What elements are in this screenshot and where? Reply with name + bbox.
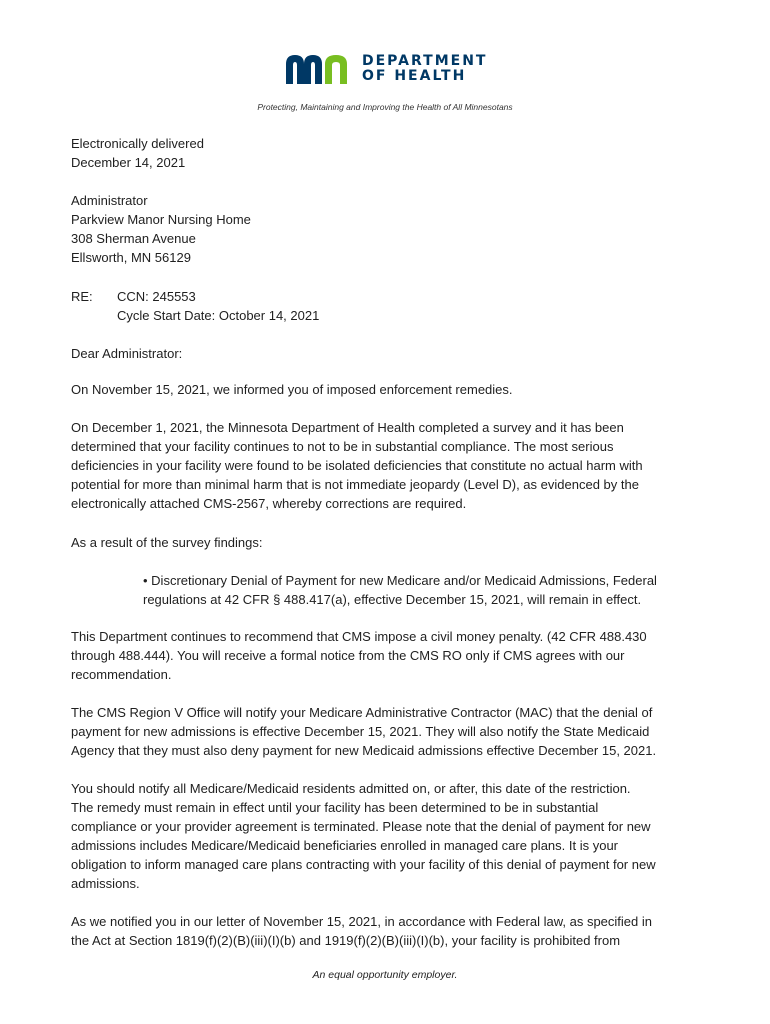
re-label: RE:	[71, 289, 93, 304]
body-line: admissions.	[71, 876, 140, 891]
tagline: Protecting, Maintaining and Improving the Health of All Minnesotans	[257, 102, 513, 112]
recipient-street: 308 Sherman Avenue	[71, 231, 196, 246]
body-line: recommendation.	[71, 667, 172, 682]
mn-logo-icon	[284, 52, 354, 86]
body-line: You should notify all Medicare/Medicaid residents admitted on, or after, this date of the restriction.	[71, 781, 631, 796]
body-line: The CMS Region V Office will notify your Medicare Administrative Contractor (MAC) that the denial of	[71, 705, 653, 720]
bullet-item: • Discretionary Denial of Payment for new Medicare and/or Medicaid Admissions, Federal	[143, 573, 657, 588]
letter-date: December 14, 2021	[71, 155, 186, 170]
body-line: obligation to inform managed care plans contracting with your facility of this denial of payment for new	[71, 857, 656, 872]
body-line: potential for more than minimal harm that is not immediate jeopardy (Level D), as evidenced by the	[71, 477, 639, 492]
body-line: The remedy must remain in effect until your facility has been determined to be in substantial	[71, 800, 599, 815]
body-line: On December 1, 2021, the Minnesota Department of Health completed a survey and it has been	[71, 420, 624, 435]
logo-line-1: DEPARTMENT	[362, 53, 488, 69]
body-line: payment for new admissions is effective December 15, 2021. They will also notify the State Medicaid	[71, 724, 650, 739]
bullet-item-cont: regulations at 42 CFR § 488.417(a), effective December 15, 2021, will remain in effect.	[143, 592, 642, 607]
body-line: the Act at Section 1819(f)(2)(B)(iii)(I)(b) and 1919(f)(2)(B)(iii)(I)(b), your facility is prohibited from	[71, 933, 621, 948]
body-line: As a result of the survey findings:	[71, 535, 263, 550]
salutation: Dear Administrator:	[71, 346, 183, 361]
recipient-facility: Parkview Manor Nursing Home	[71, 212, 251, 227]
logo-line-2: OF HEALTH	[362, 68, 467, 84]
recipient-city: Ellsworth, MN 56129	[71, 250, 191, 265]
mdh-logo	[284, 52, 490, 88]
body-line: This Department continues to recommend that CMS impose a civil money penalty. (42 CFR 488.430	[71, 629, 647, 644]
body-line: electronically attached CMS-2567, whereby corrections are required.	[71, 496, 467, 511]
body-line: As we notified you in our letter of November 15, 2021, in accordance with Federal law, as specified in	[71, 914, 652, 929]
body-line: deficiencies in your facility were found to be isolated deficiencies that constitute no actual harm with	[71, 458, 643, 473]
body-line: Agency that they must also deny payment for new Medicaid admissions effective December 15, 2021.	[71, 743, 657, 758]
body-line: determined that your facility continues to not to be in substantial compliance. The most serious	[71, 439, 614, 454]
recipient-title: Administrator	[71, 193, 148, 208]
body-line: On November 15, 2021, we informed you of imposed enforcement remedies.	[71, 382, 513, 397]
delivery-method: Electronically delivered	[71, 136, 204, 151]
re-cycle-date: Cycle Start Date: October 14, 2021	[117, 308, 320, 323]
body-line: admissions includes Medicare/Medicaid beneficiaries enrolled in managed care plans. It is your	[71, 838, 619, 853]
footer-note: An equal opportunity employer.	[312, 969, 458, 981]
re-ccn: CCN: 245553	[117, 289, 196, 304]
body-line: compliance or your provider agreement is terminated. Please note that the denial of payment for new	[71, 819, 651, 834]
logo-wordmark	[362, 54, 487, 84]
body-line: through 488.444). You will receive a formal notice from the CMS RO only if CMS agrees with our	[71, 648, 625, 663]
